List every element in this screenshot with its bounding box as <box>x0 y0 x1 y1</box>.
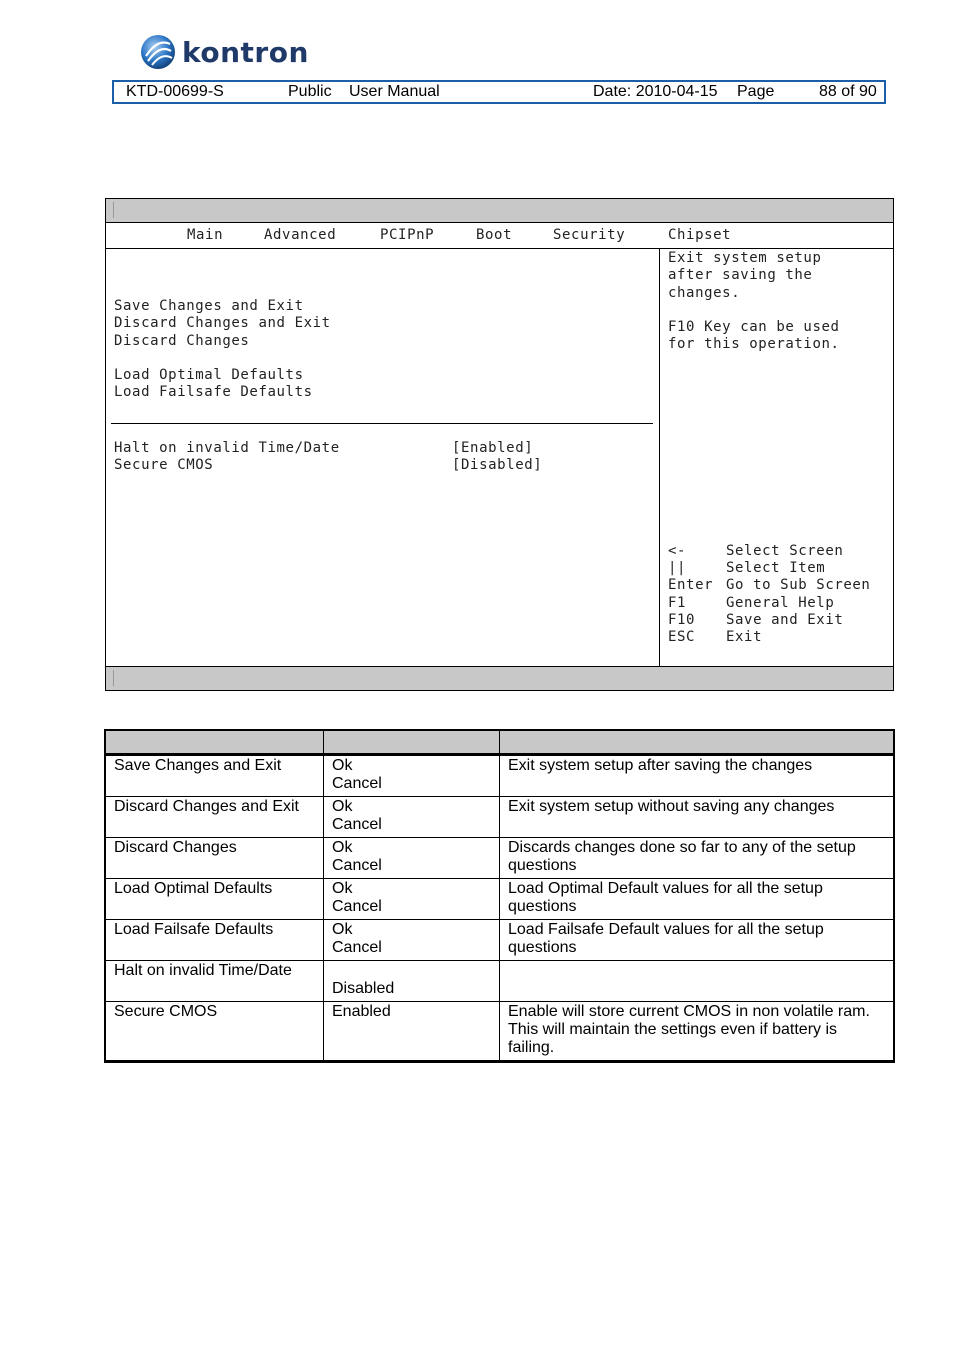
company-logo <box>140 32 309 72</box>
key-action: Exit <box>726 629 763 645</box>
table-header-cell <box>324 730 500 755</box>
option-text: Ok <box>332 880 353 897</box>
description-cell <box>500 838 895 879</box>
option-text: Ok <box>332 757 353 774</box>
key-f1: F1 <box>668 595 687 611</box>
description-text: Load Optimal Default values for all the setup <box>508 880 823 897</box>
menu-item-save-changes-and-exit[interactable]: Save Changes and Exit <box>114 298 304 314</box>
tab-advanced[interactable]: Advanced <box>264 227 337 243</box>
bios-status-bar <box>106 666 893 690</box>
document-date: Date: 2010-04-15 <box>593 83 718 100</box>
description-cell <box>500 920 895 961</box>
description-text: questions <box>508 898 577 915</box>
options-cell <box>324 961 500 1002</box>
table-row <box>105 838 894 879</box>
key-up-down: || <box>668 560 687 576</box>
bios-help-panel <box>660 249 893 666</box>
option-text: Cancel <box>332 898 382 915</box>
description-text: questions <box>508 939 577 956</box>
key-enter: Enter <box>668 577 714 593</box>
help-text-line: after saving the <box>668 267 813 283</box>
key-left-arrow: <- <box>668 543 687 559</box>
description-cell <box>500 879 895 920</box>
feature-cell: Load Failsafe Defaults <box>105 920 324 961</box>
document-id: KTD-00699-S <box>126 83 224 100</box>
description-text: Enable will store current CMOS in non volatile ram. <box>508 1003 870 1020</box>
option-text: Ok <box>332 921 353 938</box>
options-cell <box>324 920 500 961</box>
description-text: Load Failsafe Default values for all the setup <box>508 921 824 938</box>
key-esc: ESC <box>668 629 696 645</box>
tab-main[interactable]: Main <box>187 227 224 243</box>
key-action: Select Screen <box>726 543 844 559</box>
options-cell <box>324 797 500 838</box>
document-type: User Manual <box>349 83 440 100</box>
help-text-line: F10 Key can be used <box>668 319 840 335</box>
description-text: Exit system setup without saving any changes <box>508 798 835 815</box>
key-action: Select Item <box>726 560 826 576</box>
bios-menu-panel <box>106 249 660 666</box>
key-action: Go to Sub Screen <box>726 577 871 593</box>
help-text-line: changes. <box>668 285 741 301</box>
tab-chipset[interactable]: Chipset <box>668 227 732 243</box>
table-header-row <box>105 730 894 755</box>
setting-value-secure-cmos[interactable]: [Disabled] <box>452 457 543 473</box>
feature-cell: Halt on invalid Time/Date <box>105 961 324 1002</box>
options-cell <box>324 1002 500 1062</box>
option-text: Disabled <box>332 980 395 997</box>
table-row <box>105 920 894 961</box>
description-cell <box>500 961 895 1002</box>
document-header <box>112 80 886 104</box>
feature-cell: Discard Changes and Exit <box>105 797 324 838</box>
description-text: questions <box>508 857 577 874</box>
help-text-line: for this operation. <box>668 336 840 352</box>
description-text: This will maintain the settings even if battery is <box>508 1021 838 1038</box>
table-row <box>105 1002 894 1062</box>
menu-item-load-failsafe-defaults[interactable]: Load Failsafe Defaults <box>114 384 313 400</box>
description-cell <box>500 797 895 838</box>
feature-cell: Secure CMOS <box>105 1002 324 1062</box>
menu-divider <box>111 423 653 424</box>
tab-pcipnp[interactable]: PCIPnP <box>380 227 435 243</box>
key-action: Save and Exit <box>726 612 844 628</box>
option-text: Cancel <box>332 939 382 956</box>
feature-cell: Discard Changes <box>105 838 324 879</box>
setting-label-secure-cmos: Secure CMOS <box>114 457 214 473</box>
option-text: Cancel <box>332 816 382 833</box>
options-cell <box>324 879 500 920</box>
options-cell <box>324 838 500 879</box>
key-action: General Help <box>726 595 835 611</box>
menu-item-discard-changes-and-exit[interactable]: Discard Changes and Exit <box>114 315 331 331</box>
table-header-cell <box>105 730 324 755</box>
options-cell <box>324 755 500 797</box>
option-text <box>332 962 491 980</box>
feature-cell: Load Optimal Defaults <box>105 879 324 920</box>
setting-value-halt-on-invalid-time-date[interactable]: [Enabled] <box>452 440 534 456</box>
description-text: Discards changes done so far to any of the setup <box>508 839 856 856</box>
table-row <box>105 755 894 797</box>
tab-security[interactable]: Security <box>553 227 626 243</box>
bios-title-bar <box>106 199 893 223</box>
bios-tab-bar <box>106 223 893 249</box>
option-text: Enabled <box>332 1003 391 1020</box>
logo-wordmark: kontron <box>182 35 309 69</box>
table-row <box>105 797 894 838</box>
description-text: failing. <box>508 1039 555 1056</box>
description-text: Exit system setup after saving the changes <box>508 757 813 774</box>
setting-label-halt-on-invalid-time-date: Halt on invalid Time/Date <box>114 440 340 456</box>
menu-item-discard-changes[interactable]: Discard Changes <box>114 333 250 349</box>
option-text: Cancel <box>332 775 382 792</box>
key-f10: F10 <box>668 612 696 628</box>
menu-item-load-optimal-defaults[interactable]: Load Optimal Defaults <box>114 367 304 383</box>
table-row <box>105 879 894 920</box>
page-label: Page <box>737 83 775 100</box>
help-text-line: Exit system setup <box>668 250 822 266</box>
tab-boot[interactable]: Boot <box>476 227 513 243</box>
document-classification: Public <box>288 83 332 100</box>
option-text: Cancel <box>332 857 382 874</box>
bios-screen <box>105 198 894 691</box>
feature-cell: Save Changes and Exit <box>105 755 324 797</box>
description-cell <box>500 755 895 797</box>
option-text: Ok <box>332 839 353 856</box>
option-text: Ok <box>332 798 353 815</box>
description-cell <box>500 1002 895 1062</box>
table-header-cell <box>500 730 895 755</box>
kontron-globe-icon <box>140 34 176 70</box>
options-table <box>104 729 895 1063</box>
table-row <box>105 961 894 1002</box>
page-number: 88 of 90 <box>819 83 877 100</box>
